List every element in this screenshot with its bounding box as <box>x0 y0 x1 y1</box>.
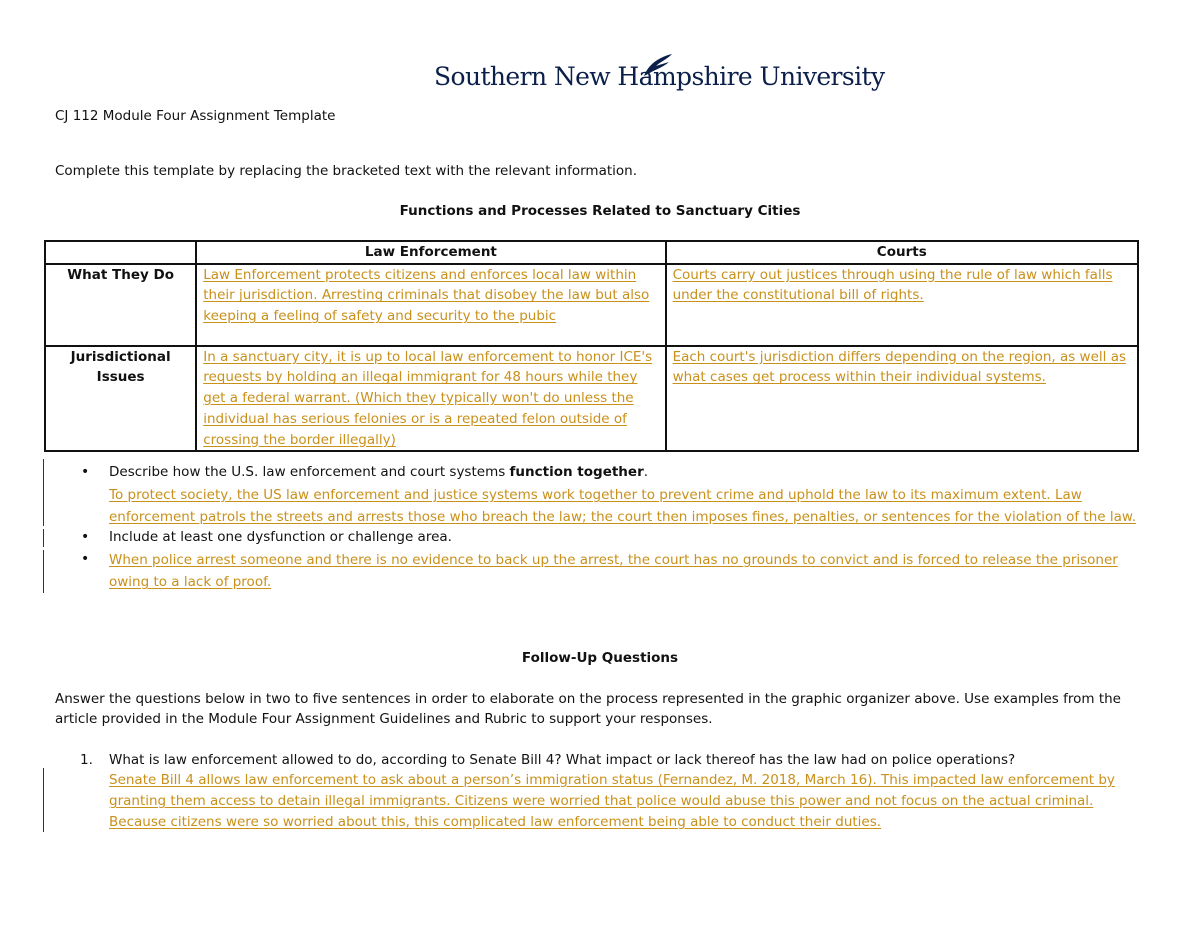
followup-intro: Answer the questions below in two to five sentences in order to elaborate on the process represented in the graphic organizer above. Use examples from the article provided in the Module Four Assignment Guidelines and Rubric to support your responses. <box>55 691 1121 727</box>
cell-courts-jurisdictional: Each court's jurisdiction differs depending on the region, as well as what cases get process within their individual systems. <box>666 346 1138 452</box>
organizer-title: Functions and Processes Related to Sanctuary Cities <box>399 203 801 219</box>
bullet-2-answer: When police arrest someone and there is no evidence to back up the arrest, the court has no grounds to convict and is forced to release the prisoner owing to a lack of proof. <box>109 552 1118 590</box>
question-number: 1. <box>80 752 93 768</box>
table-row <box>45 264 1138 346</box>
university-logo: Southern New Hampshire University <box>434 62 885 91</box>
change-bar <box>43 459 44 526</box>
change-bar <box>43 529 44 547</box>
table-header-row <box>45 241 1138 264</box>
template-title: CJ 112 Module Four Assignment Template <box>55 108 336 124</box>
template-instructions: Complete this template by replacing the bracketed text with the relevant information. <box>55 163 638 179</box>
table-row <box>45 346 1138 452</box>
bullet-dot: • <box>81 464 90 480</box>
change-bar <box>43 550 44 593</box>
list-item: Include at least one dysfunction or challenge area. <box>109 529 452 545</box>
followup-title: Follow-Up Questions <box>521 650 679 666</box>
wing-icon <box>642 52 674 78</box>
cell-law-enforcement-what-they-do: Law Enforcement protects citizens and enforces local law within their jurisdiction. Arresting criminals that disobey the law but also keeping a feeling of safety and security to the pubic <box>196 264 665 346</box>
bullet-1-answer: To protect society, the US law enforcement and justice systems work together to prevent crime and uphold the law to its maximum extent. Law enforcement patrols the streets and arrests those who breach the law; the court then imposes fines, penalties, or sentences for the violation of the law. <box>109 487 1136 525</box>
cell-law-enforcement-jurisdictional: In a sanctuary city, it is up to local law enforcement to honor ICE's requests by holding an illegal immigrant for 48 hours while they get a federal warrant. (Which they typically won't do unless the individual has serious felonies or is a repeated felon outside of crossing the border illegally) <box>196 346 665 452</box>
bullet-dot: • <box>81 529 90 545</box>
bullet-1-bold: function together <box>509 464 644 480</box>
row-header-jurisdictional-issues: Jurisdictional Issues <box>45 346 196 452</box>
column-header-courts: Courts <box>666 241 1138 264</box>
graphic-organizer-table <box>44 240 1139 452</box>
table-corner-cell <box>45 241 196 264</box>
question-1: What is law enforcement allowed to do, according to Senate Bill 4? What impact or lack thereof has the law had on police operations? <box>109 752 1016 768</box>
list-item <box>109 462 1149 483</box>
bullet-1-prefix: Describe how the U.S. law enforcement and court systems <box>109 464 510 480</box>
bullet-1-suffix: . <box>643 464 649 480</box>
cell-courts-what-they-do: Courts carry out justices through using the rule of law which falls under the constitutional bill of rights. <box>666 264 1138 346</box>
bullet-dot: • <box>81 551 90 567</box>
column-header-law-enforcement: Law Enforcement <box>196 241 665 264</box>
row-header-what-they-do: What They Do <box>45 264 196 346</box>
answer-1: Senate Bill 4 allows law enforcement to ask about a person’s immigration status (Fernandez, M. 2018, March 16). This impacted law enforcement by granting them access to detain illegal immigrants. Citizens were worried that police would abuse this power and not focus on the actual criminal. Because citizens were so worried about this, this complicated law enforcement being able to conduct their duties. <box>109 772 1115 830</box>
change-bar <box>43 768 44 832</box>
